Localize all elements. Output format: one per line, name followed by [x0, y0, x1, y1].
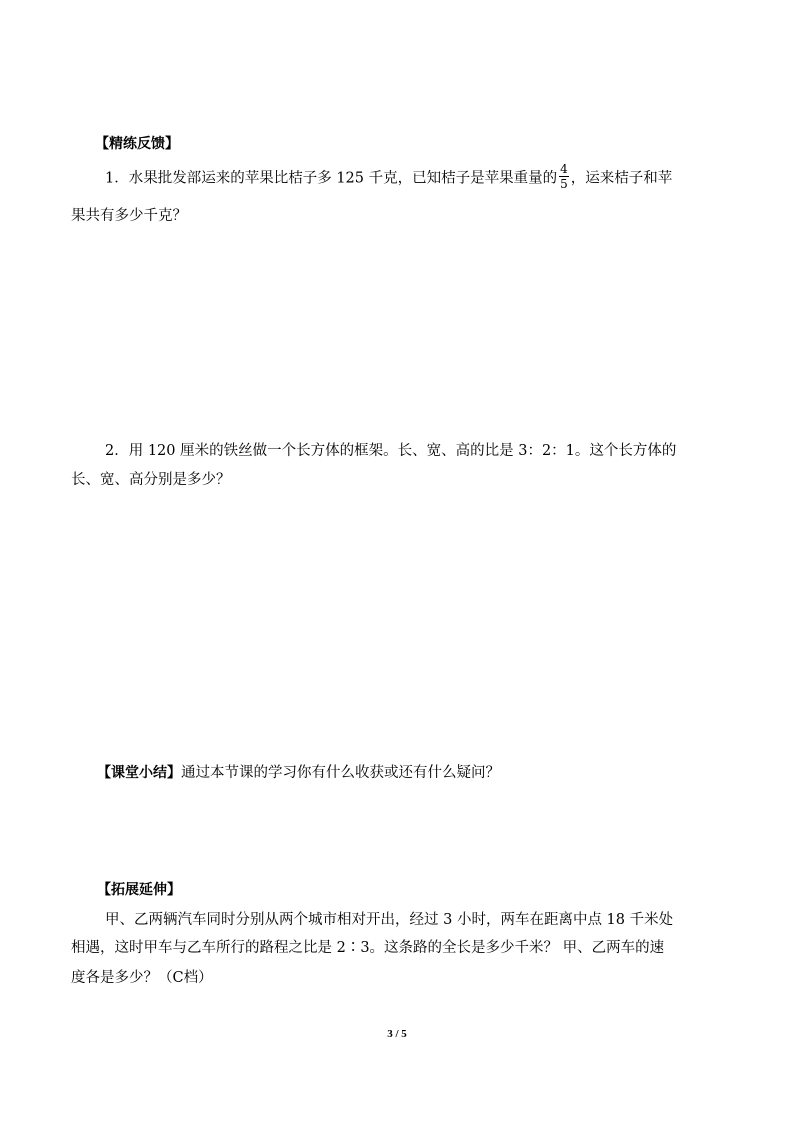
page-number: 3 / 5: [387, 1028, 407, 1040]
extension-line-1: 甲、乙两辆汽车同时分别从两个城市相对开出，经过 3 小时，两车在距离中点 18 千米处: [105, 912, 674, 928]
practice-section-title: 【精练反馈】: [95, 136, 179, 152]
question-1-text-b: ，运来桔子和苹: [570, 170, 673, 187]
question-1-text-a: 1．水果批发部运来的苹果比桔子多 125 千克，已知桔子是苹果重量的: [105, 170, 558, 187]
extension-section-title: 【拓展延伸】: [97, 882, 181, 898]
extension-line-2: 相遇，这时甲车与乙车所行的路程之比是 2∶3。这条路的全长是多少千米？ 甲、乙两车的速: [71, 940, 665, 956]
question-2-line-1: 2．用 120 厘米的铁丝做一个长方体的框架。长、宽、高的比是 3：2：1。这个长方体的: [105, 443, 677, 459]
fraction-numerator: 4: [560, 162, 568, 176]
fraction-denominator: 5: [560, 177, 568, 191]
fraction-four-fifths: [559, 162, 569, 191]
summary-line: [97, 763, 500, 783]
question-1-line-2: 果共有多少千克？: [71, 208, 187, 224]
question-2-line-2: 长、宽、高分别是多少？: [71, 472, 231, 488]
summary-text: 通过本节课的学习你有什么收获或还有什么疑问？: [181, 765, 500, 781]
question-1-line-1: [105, 164, 672, 193]
extension-line-3: 度各是多少？（C档）: [71, 970, 213, 986]
summary-section-title: 【课堂小结】: [97, 765, 181, 781]
